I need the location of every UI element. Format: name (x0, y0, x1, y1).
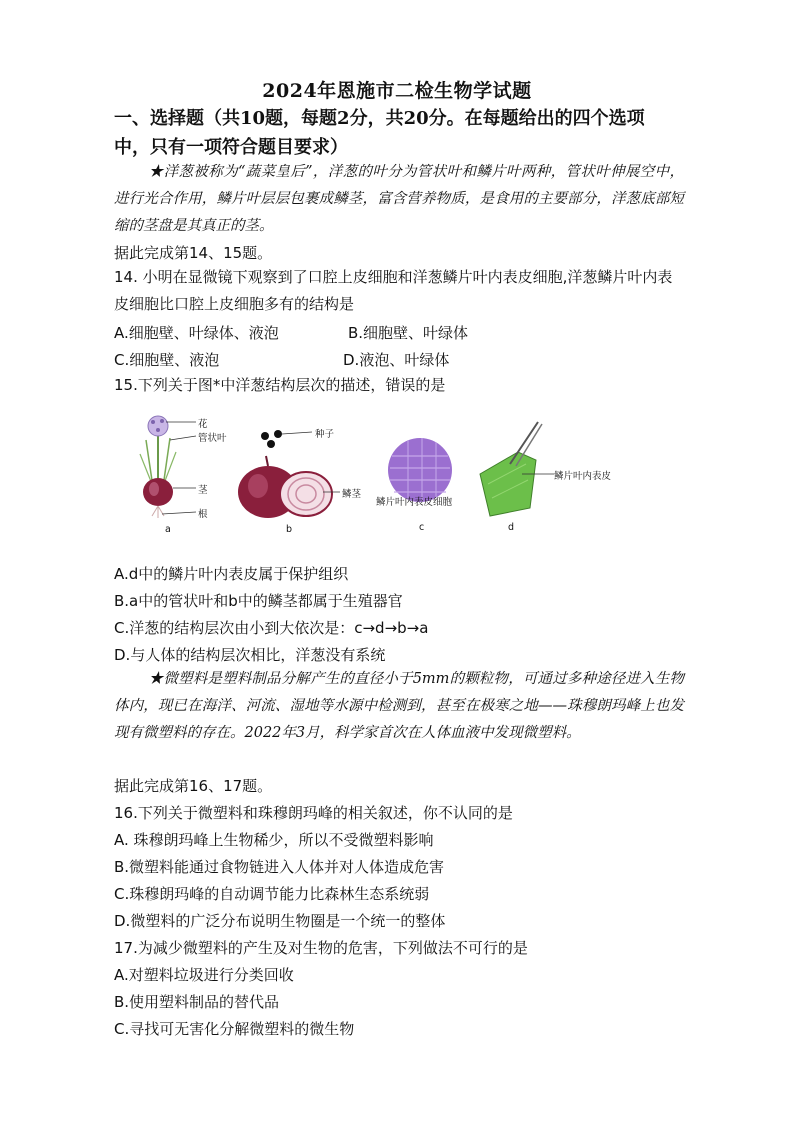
question-14-stem: 14. 小明在显微镜下观察到了口腔上皮细胞和洋葱鳞片叶内表皮细胞,洋葱鳞片叶内表皮细胞比口腔上皮细胞多有的结构是 (114, 268, 673, 313)
q16-option-a: A. 珠穆朗玛峰上生物稀少，所以不受微塑料影响 (114, 831, 434, 849)
q14-option-b: B.细胞壁、叶绿体 (348, 324, 469, 342)
sub-label-c: c (419, 522, 425, 533)
q17-option-c: C.寻找可无害化分解微塑料的微生物 (114, 1020, 355, 1038)
sub-label-b: b (286, 524, 293, 535)
page-title: 2024年恩施市二检生物学试题 (262, 80, 532, 102)
section-heading-line2: 中，只有一项符合题目要求） (114, 137, 348, 158)
label-stem: 茎 (198, 485, 208, 496)
q15-option-b: B.a中的管状叶和b中的鳞茎都属于生殖器官 (114, 592, 403, 610)
seed-dots (261, 430, 312, 448)
lead-q14-15: 据此完成第14、15题。 (114, 244, 273, 262)
sub-label-a: a (165, 524, 171, 535)
onion-plant-drawing (140, 416, 196, 518)
section-heading-line1: 一、选择题（共10题，每题2分，共20分。在每题给出的四个选项 (114, 108, 645, 129)
epidermis-cell-drawing (388, 438, 452, 502)
question-15-stem: 15.下列关于图*中洋葱结构层次的描述，错误的是 (114, 376, 446, 394)
q14-option-d: D.液泡、叶绿体 (343, 351, 450, 369)
onion-structure-figure (118, 404, 612, 544)
q16-option-b: B.微塑料能通过食物链进入人体并对人体造成危害 (114, 858, 445, 876)
q15-option-c: C.洋葱的结构层次由小到大依次是：c→d→b→a (114, 619, 429, 637)
passage-microplastic: ★微塑料是塑料制品分解产生的直径小于5mm的颗粒物，可通过多种途径进入生物体内，现已在海洋、河流、湿地等水源中检测到，甚至在极寒之地——珠穆朗玛峰上也发现有微塑料的存在。2022年3月，科学家首次在人体血液中发现微塑料。 (114, 671, 684, 741)
label-cells: 鳞片叶内表皮细胞 (376, 497, 453, 508)
q14-option-c: C.细胞壁、液泡 (114, 351, 220, 369)
q15-option-a: A.d中的鳞片叶内表皮属于保护组织 (114, 565, 349, 583)
q17-option-a: A.对塑料垃圾进行分类回收 (114, 966, 294, 984)
sub-label-d: d (508, 522, 515, 533)
label-bulb: 鳞茎 (342, 489, 362, 500)
scale-leaf-drawing (480, 422, 554, 516)
label-root: 根 (198, 509, 208, 520)
label-flower: 花 (198, 419, 208, 430)
label-tube-leaf: 管状叶 (198, 433, 227, 444)
passage-onion: ★洋葱被称为“蔬菜皇后”，洋葱的叶分为管状叶和鳞片叶两种，管状叶伸展空中，进行光合作用，鳞片叶层层包裹成鳞茎，富含营养物质，是食用的主要部分，洋葱底部短缩的茎盘是其真正的茎。 (114, 164, 684, 234)
question-17-stem: 17.为减少微塑料的产生及对生物的危害，下列做法不可行的是 (114, 939, 528, 957)
q16-option-d: D.微塑料的广泛分布说明生物圈是一个统一的整体 (114, 912, 446, 930)
question-16-stem: 16.下列关于微塑料和珠穆朗玛峰的相关叙述，你不认同的是 (114, 804, 513, 822)
onion-figure-svg (118, 404, 558, 544)
q14-option-a: A.细胞壁、叶绿体、液泡 (114, 324, 279, 342)
q17-option-b: B.使用塑料制品的替代品 (114, 993, 280, 1011)
label-seed: 种子 (315, 429, 335, 440)
onion-bulb-drawing (238, 456, 340, 518)
q15-option-d: D.与人体的结构层次相比，洋葱没有系统 (114, 646, 386, 664)
q16-option-c: C.珠穆朗玛峰的自动调节能力比森林生态系统弱 (114, 885, 430, 903)
lead-q16-17: 据此完成第16、17题。 (114, 777, 273, 795)
label-epidermis: 鳞片叶内表皮 (554, 471, 612, 482)
